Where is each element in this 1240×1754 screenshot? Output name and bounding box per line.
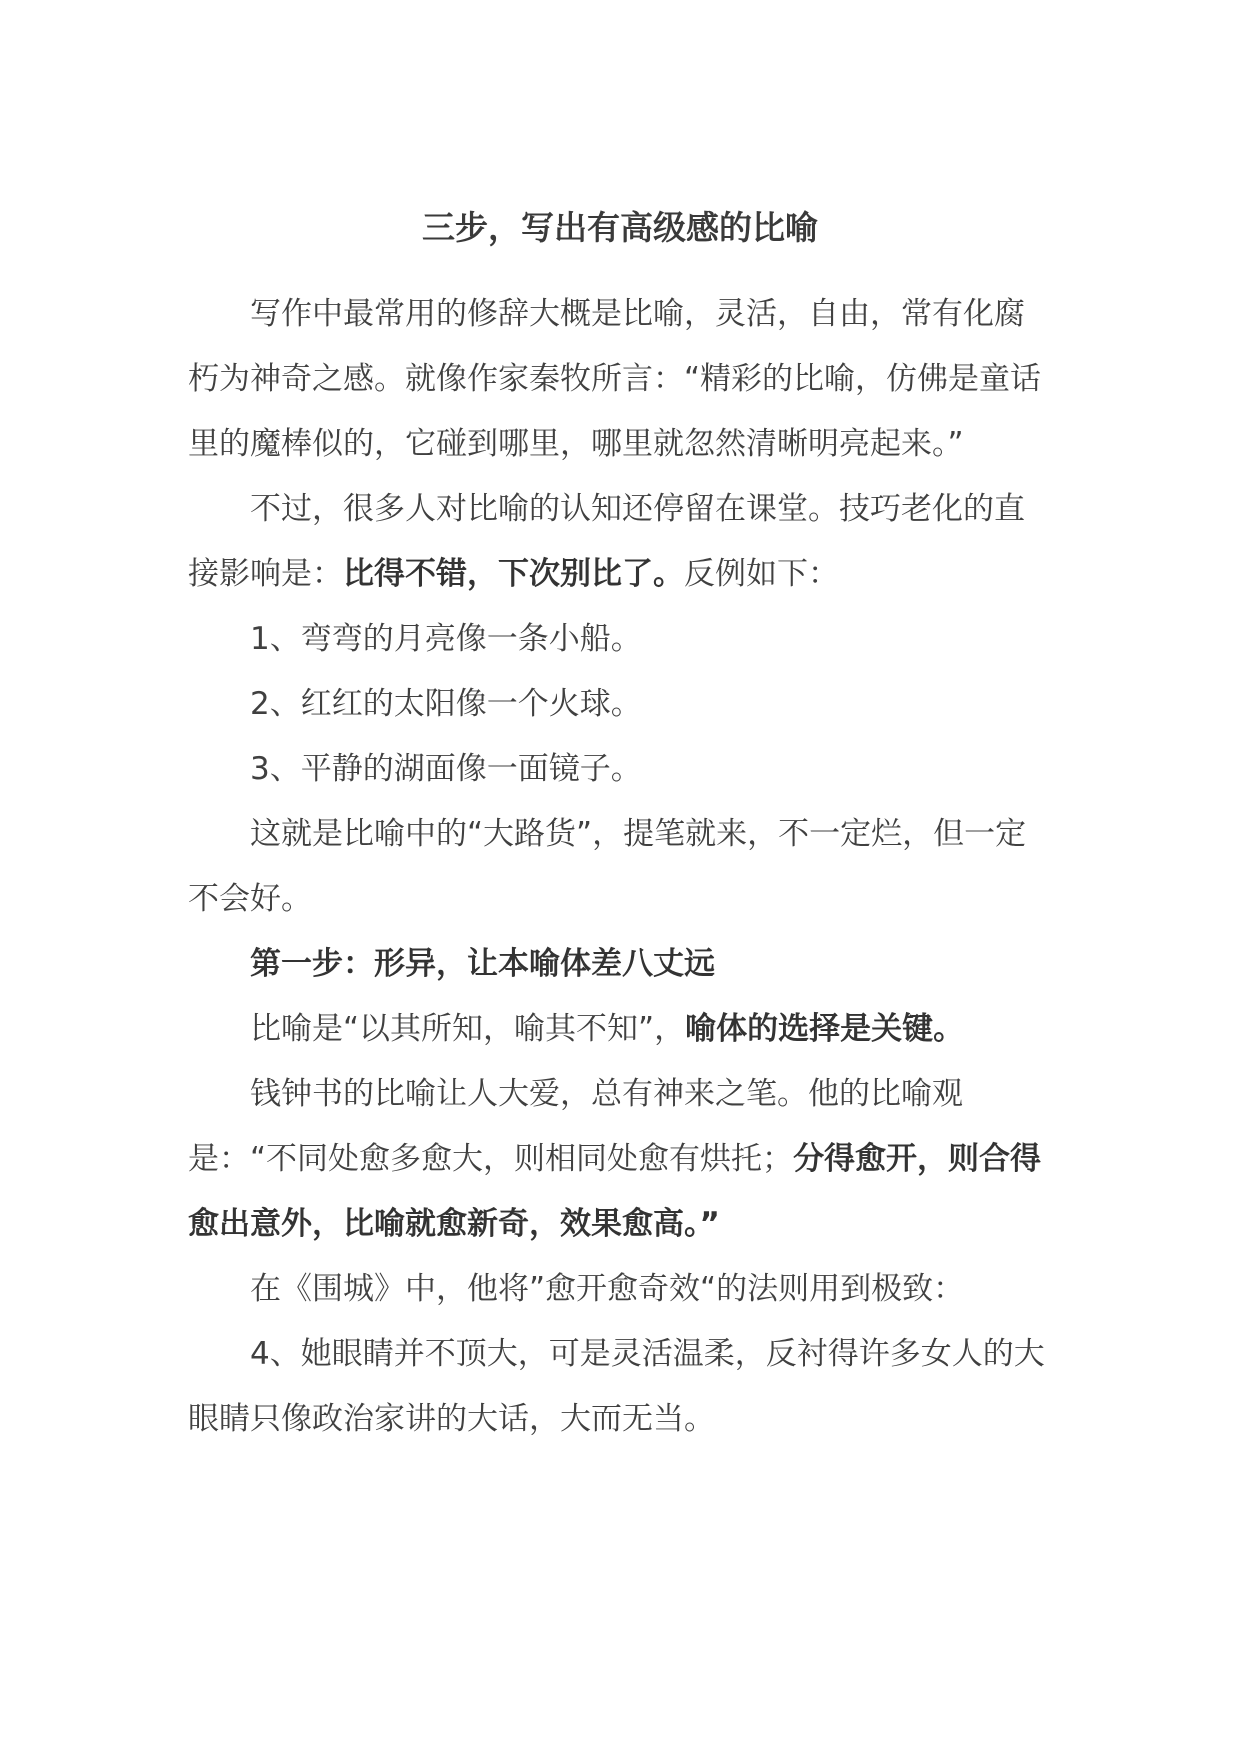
emphasis-text: 比得不错，下次别比了。 — [343, 556, 684, 592]
paragraph-text: 写作中最常用的修辞大概是比喻，灵活，自由，常有化腐朽为神奇之感。就像作家秦牧所言：“精彩的比喻，仿佛是童话里的魔棒似的，它碰到哪里，哪里就忽然清晰明亮起来。” — [188, 296, 1042, 462]
paragraph-qian-zhongshu — [188, 1062, 1052, 1257]
example-text: 1、弯弯的月亮像一条小船。 — [250, 621, 642, 657]
section-heading-step-1 — [188, 932, 1052, 997]
example-text: 4、她眼睛并不顶大，可是灵活温柔，反衬得许多女人的大眼睛只像政治家讲的大话，大而无当。 — [188, 1336, 1045, 1437]
paragraph-fortress-besieged — [188, 1257, 1052, 1322]
paragraph-cliche — [188, 802, 1052, 932]
example-item-1 — [188, 607, 1052, 672]
paragraph-text: 反例如下： — [684, 556, 839, 592]
paragraph-text: 在《围城》中，他将”愈开愈奇效“的法则用到极致： — [250, 1271, 965, 1307]
paragraph-vehicle — [188, 997, 1052, 1062]
paragraph-classroom — [188, 477, 1052, 607]
example-item-2 — [188, 672, 1052, 737]
example-item-3 — [188, 737, 1052, 802]
paragraph-text: 不过，很多人对比喻的认知还停留在课堂。技巧老化的直接影响是： — [188, 491, 1025, 592]
example-text: 3、平静的湖面像一面镜子。 — [250, 751, 642, 787]
paragraph-text: 这就是比喻中的“大路货”，提笔就来，不一定烂，但一定不会好。 — [188, 816, 1027, 917]
paragraph-text: 比喻是“以其所知，喻其不知”， — [250, 1011, 686, 1047]
paragraph-intro — [188, 282, 1052, 477]
example-text: 2、红红的太阳像一个火球。 — [250, 686, 642, 722]
document-title: 三步，写出有高级感的比喻 — [422, 208, 818, 247]
paragraph-text: 钱钟书的比喻让人大爱，总有神来之笔。他的比喻观是：“不同处愈多愈大，则相同处愈有烘托； — [188, 1076, 963, 1177]
emphasis-text: 分得愈开，则合得愈出意外，比喻就愈新奇，效果愈高。” — [188, 1141, 1042, 1242]
emphasis-text: 喻体的选择是关键。 — [685, 1011, 965, 1047]
section-heading-text: 第一步：形异，让本喻体差八丈远 — [250, 946, 715, 982]
example-item-4 — [188, 1322, 1052, 1452]
document-body — [188, 282, 1052, 1452]
